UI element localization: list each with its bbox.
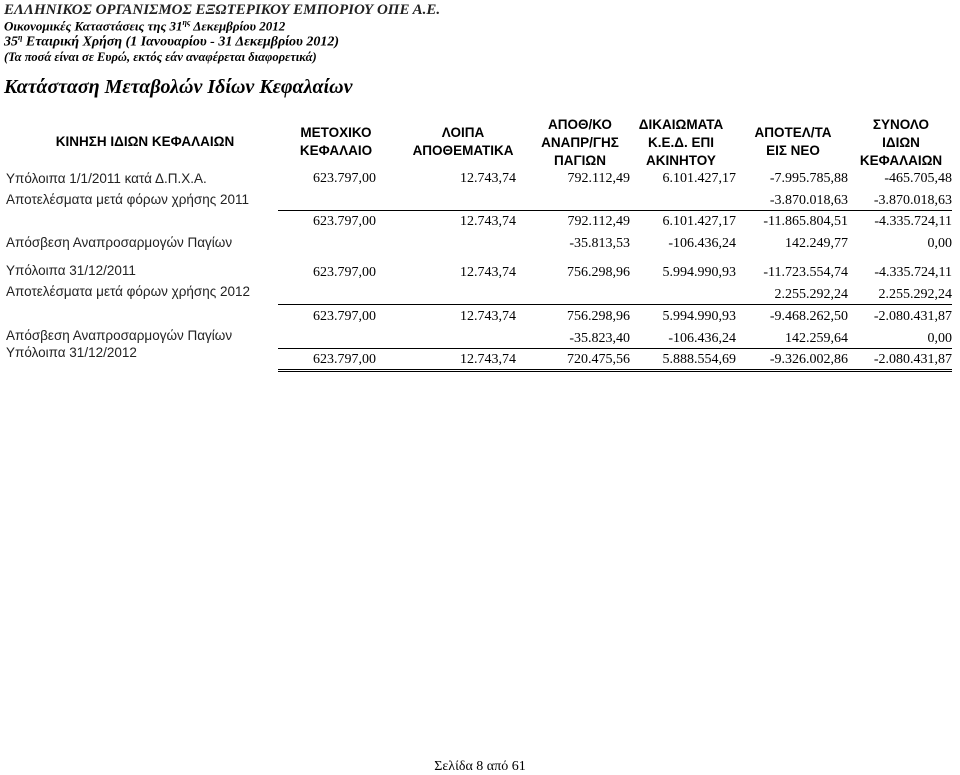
cell-rights-on-property: 5.994.990,93 (662, 309, 736, 324)
cell-revaluation-reserve: -35.813,53 (569, 236, 630, 251)
fiscal-year: $35^\eta$ Εταιρική Χρήση (1 Ιανουαρίου - 31 Δεκεμβρίου 2012) (4, 33, 340, 50)
currency-note: (Τα ποσά είναι σε Ευρώ, εκτός εάν αναφέρεται διαφορετικά) (4, 50, 317, 64)
cell-total-equity: -4.335.724,11 (874, 265, 952, 280)
cell-rights-on-property: 6.101.427,17 (662, 214, 736, 229)
cell-share-capital: 623.797,00 (313, 265, 376, 280)
row-label: Αποτελέσματα μετά φόρων χρήσης 2012 (6, 284, 251, 299)
column-header-total-equity: ΣΥΝΟΛΟ ΙΔΙΩΝ ΚΕΦΑΛΑΙΩΝ (859, 117, 943, 168)
column-header-rights-on-property: ΔΙΚΑΙΩΜΑΤΑ Κ.Ε.Δ. ΕΠΙ ΑΚΙΝΗΤΟΥ (638, 117, 724, 168)
cell-retained-earnings: 2.255.292,24 (774, 287, 848, 302)
row-label: Υπόλοιπα 31/12/2012 (6, 345, 137, 360)
statements-date: Οικονομικές Καταστάσεις της $31^{\eta\varsigma}$ Δεκεμβρίου 2012 (4, 18, 286, 34)
column-header-retained-earnings: ΑΠΟΤΕΛ/ΤΑ ΕΙΣ ΝΕΟ (754, 125, 832, 158)
cell-share-capital: 623.797,00 (313, 352, 376, 367)
cell-rights-on-property: 5.888.554,69 (662, 352, 736, 367)
cell-rights-on-property: -106.436,24 (668, 331, 736, 346)
cell-other-reserves: 12.743,74 (460, 171, 516, 186)
subtotal-line (278, 304, 952, 305)
cell-total-equity: 0,00 (927, 331, 952, 346)
cell-total-equity: -2.080.431,87 (873, 309, 952, 324)
cell-total-equity: -465.705,48 (884, 171, 952, 186)
cell-retained-earnings: -9.326.002,86 (769, 352, 848, 367)
cell-other-reserves: 12.743,74 (460, 214, 516, 229)
cell-other-reserves: 12.743,74 (460, 265, 516, 280)
row-label: Απόσβεση Αναπροσαρμογών Παγίων (6, 235, 233, 250)
cell-rights-on-property: -106.436,24 (668, 236, 736, 251)
cell-revaluation-reserve: 756.298,96 (567, 309, 630, 324)
cell-retained-earnings: -9.468.262,50 (769, 309, 848, 324)
cell-share-capital: 623.797,00 (313, 214, 376, 229)
cell-other-reserves: 12.743,74 (460, 352, 516, 367)
cell-revaluation-reserve: -35.823,40 (569, 331, 630, 346)
cell-retained-earnings: -11.723.554,74 (763, 265, 848, 280)
cell-rights-on-property: 6.101.427,17 (662, 171, 736, 186)
row-label: Απόσβεση Αναπροσαρμογών Παγίων (6, 328, 233, 343)
page-number: Σελίδα 8 από 61 (434, 759, 526, 774)
company-name: ΕΛΛΗΝΙΚΟΣ ΟΡΓΑΝΙΣΜΟΣ ΕΞΩΤΕΡΙΚΟΥ ΕΜΠΟΡΙΟΥ ΟΠΕ Α.Ε. (4, 2, 441, 18)
page-title: Κατάσταση Μεταβολών Ιδίων Κεφαλαίων (4, 76, 353, 98)
cell-revaluation-reserve: 792.112,49 (567, 171, 630, 186)
column-header-other-reserves: ΛΟΙΠΑ ΑΠΟΘΕΜΑΤΙΚΑ (412, 125, 514, 158)
subtotal-line (278, 210, 952, 211)
cell-revaluation-reserve: 720.475,56 (567, 352, 630, 367)
cell-other-reserves: 12.743,74 (460, 309, 516, 324)
cell-total-equity: -2.080.431,87 (873, 352, 952, 367)
cell-total-equity: 2.255.292,24 (878, 287, 952, 302)
row-label: Αποτελέσματα μετά φόρων χρήσης 2011 (6, 192, 250, 207)
cell-total-equity: -3.870.018,63 (873, 193, 952, 208)
cell-total-equity: -4.335.724,11 (874, 214, 952, 229)
cell-total-equity: 0,00 (927, 236, 952, 251)
cell-share-capital: 623.797,00 (313, 309, 376, 324)
row-label: Υπόλοιπα 31/12/2011 (6, 263, 136, 278)
cell-revaluation-reserve: 756.298,96 (567, 265, 630, 280)
subtotal-line (278, 348, 952, 349)
cell-share-capital: 623.797,00 (313, 171, 376, 186)
column-header-revaluation-reserve: ΑΠΟΘ/ΚΟ ΑΝΑΠΡ/ΓΗΣ ΠΑΓΙΩΝ (541, 117, 619, 168)
column-header-movement: ΚΙΝΗΣΗ ΙΔΙΩΝ ΚΕΦΑΛΑΙΩΝ (55, 134, 235, 149)
column-header-share-capital: ΜΕΤΟΧΙΚΟ ΚΕΦΑΛΑΙΟ (299, 125, 373, 158)
cell-rights-on-property: 5.994.990,93 (662, 265, 736, 280)
cell-retained-earnings: -11.865.804,51 (763, 214, 848, 229)
cell-retained-earnings: 142.249,77 (785, 236, 848, 251)
cell-revaluation-reserve: 792.112,49 (567, 214, 630, 229)
row-label: Υπόλοιπα 1/1/2011 κατά Δ.Π.Χ.Α. (6, 171, 207, 186)
total-double-line (278, 369, 952, 372)
cell-retained-earnings: 142.259,64 (785, 331, 848, 346)
cell-retained-earnings: -3.870.018,63 (769, 193, 848, 208)
cell-retained-earnings: -7.995.785,88 (769, 171, 848, 186)
